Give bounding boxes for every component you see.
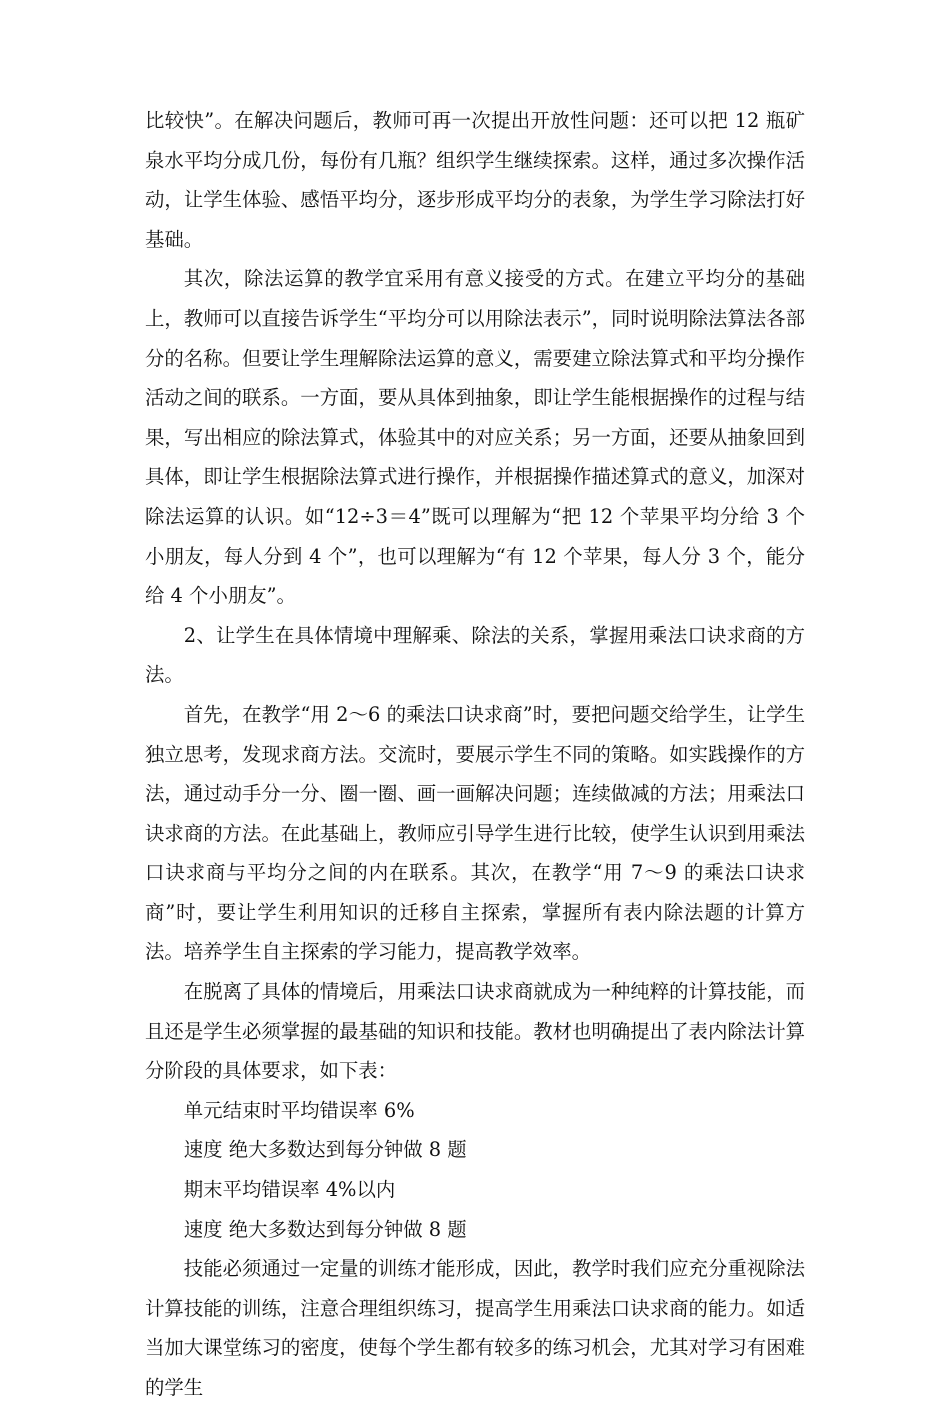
- requirement-line: 速度 绝大多数达到每分钟做 8 题: [183, 1138, 467, 1162]
- paragraph-multiplication-table: 首先，在教学“用 2～6 的乘法口诀求商”时，要把问题交给学生，让学生独立思考，发现求商方法。交流时，要展示学生不同的策略。如实践操作的方法，通过动手分一分、圈一圈、画一画解决问题；连续做减的方法；用乘法口诀求商的方法。在此基础上，教师应引导学生进行比较，使学生认识到用乘法口诀求商与平均分之间的内在联系。其次，在教学“用 7～9 的乘法口诀求商”时，要让学生利用知识的迁移自主探索，掌握所有表内除法题的计算方法。培养学生自主探索的学习能力，提高教学效率。: [145, 702, 805, 964]
- requirement-line: 期末平均错误率 4%以内: [183, 1178, 396, 1202]
- paragraph-section-2-heading: 2、让学生在具体情境中理解乘、除法的关系，掌握用乘法口诀求商的方法。: [145, 623, 805, 687]
- paragraph-training: 技能必须通过一定量的训练才能形成，因此，教学时我们应充分重视除法计算技能的训练，注意合理组织练习，提高学生用乘法口诀求商的能力。如适当加大课堂练习的密度，使每个学生都有较多的练习机会，尤其对学习有困难的学生: [145, 1257, 805, 1399]
- requirement-line: 单元结束时平均错误率 6%: [183, 1098, 415, 1122]
- requirement-line: 速度 绝大多数达到每分钟做 8 题: [183, 1217, 467, 1241]
- paragraph-continued: 比较快”。在解决问题后，教师可再一次提出开放性问题：还可以把 12 瓶矿泉水平均分成几份，每份有几瓶？组织学生继续探索。这样，通过多次操作活动，让学生体验、感悟平均分，逐步形成平均分的表象，为学生学习除法打好基础。: [145, 109, 805, 251]
- paragraph-skill-requirements: 在脱离了具体的情境后，用乘法口诀求商就成为一种纯粹的计算技能，而且还是学生必须掌握的最基础的知识和技能。教材也明确提出了表内除法计算分阶段的具体要求，如下表：: [145, 980, 805, 1083]
- paragraph-division-meaning: 其次，除法运算的教学宜采用有意义接受的方式。在建立平均分的基础上，教师可以直接告诉学生“平均分可以用除法表示”，同时说明除法算法各部分的名称。但要让学生理解除法运算的意义，需要建立除法算式和平均分操作活动之间的联系。一方面，要从具体到抽象，即让学生能根据操作的过程与结果，写出相应的除法算式，体验其中的对应关系；另一方面，还要从抽象回到具体，即让学生根据除法算式进行操作，并根据操作描述算式的意义，加深对除法运算的认识。如“12÷3＝4”既可以理解为“把 12 个苹果平均分给 3 个小朋友，每人分到 4 个”，也可以理解为“有 12 个苹果，每人分 3 个，能分给 4 个小朋友”。: [145, 267, 805, 608]
- document-body: [145, 101, 805, 1408]
